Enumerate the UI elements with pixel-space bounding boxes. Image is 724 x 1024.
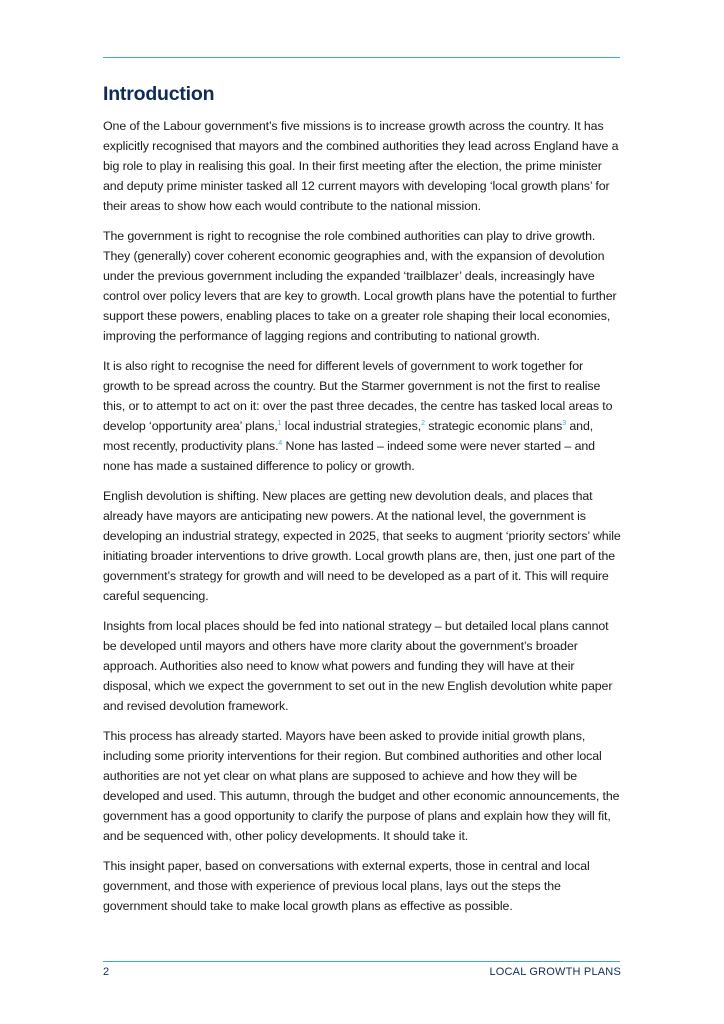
footnote-ref-1[interactable]: 1 [277, 419, 282, 427]
paragraph-4: English devolution is shifting. New places are getting new devolution deals, and places that already have mayors are anticipating new powers. At the national level, the government is developing an industrial strategy, expected in 2025, that seeks to augment ‘priority sectors’ while initiating broader interventions to drive growth. Local growth plans are, then, just one part of the government’s strategy for growth and will need to be developed as a part of it. This will require careful sequencing. [103, 489, 621, 603]
bottom-rule [103, 961, 620, 962]
paragraph-3-text-c: strategic economic plans [424, 419, 563, 433]
paragraph-6: This process has already started. Mayors have been asked to provide initial growth plans, including some priority interventions for their region. But combined authorities and other local authorities are not yet clear on what plans are supposed to achieve and how they will be developed and used. This autumn, through the budget and other economic announcements, the government has a good opportunity to clarify the purpose of plans and explain how they will fit, and be sequenced with, other policy developments. It should take it. [103, 729, 620, 843]
paragraph-3-text-e: None has lasted – indeed some were never started – and none has made a sustained difference to policy or growth. [103, 439, 595, 473]
top-rule [103, 57, 620, 58]
paragraph-2: The government is right to recognise the role combined authorities can play to drive growth. They (generally) cover coherent economic geographies and, with the expansion of devolution under the previous government including the expanded ‘trailblazer’ deals, increasingly have control over policy levers that are key to growth. Local growth plans have the potential to further support these powers, enabling places to take on a greater role shaping their local economies, improving the performance of lagging regions and contributing to national growth. [103, 229, 617, 343]
footnote-ref-3[interactable]: 3 [562, 419, 567, 427]
page-title: Introduction [103, 83, 215, 105]
paragraph-3-text-b: local industrial strategies, [281, 419, 422, 433]
paragraph-3-text-a: It is also right to recognise the need for different levels of government to work together for growth to be spread across the country. But the Starmer government is not the first to realise this, or to attempt to act on it: over the past three decades, the centre has tasked local areas to develop ‘opportunity area’ plans, [103, 359, 613, 433]
footnote-ref-2[interactable]: 2 [421, 419, 425, 427]
paragraph-3-text-d: and, most recently, productivity plans. [103, 419, 594, 453]
body-text [103, 116, 621, 926]
paragraph-5: Insights from local places should be fed into national strategy – but detailed local plans cannot be developed until mayors and others have more clarity about the government’s broader approach. Authorities also need to know what powers and funding they will have at their disposal, which we expect the government to set out in the new English devolution white paper and revised devolution framework. [103, 619, 613, 713]
paragraph-7: This insight paper, based on conversations with external experts, those in central and local government, and those with experience of previous local plans, lays out the steps the government should take to make local growth plans as effective as possible. [103, 859, 590, 913]
page-number: 2 [103, 966, 110, 978]
running-title: LOCAL GROWTH PLANS [489, 966, 621, 978]
paragraph-3 [103, 356, 621, 476]
paragraph-1: One of the Labour government’s five missions is to increase growth across the country. It has explicitly recognised that mayors and the combined authorities they lead across England have a big role to play in realising this goal. In their first meeting after the election, the prime minister and deputy prime minister tasked all 12 current mayors with developing ‘local growth plans’ for their areas to show how each would contribute to the national mission. [103, 119, 619, 213]
footnote-ref-4[interactable]: 4 [278, 439, 283, 447]
